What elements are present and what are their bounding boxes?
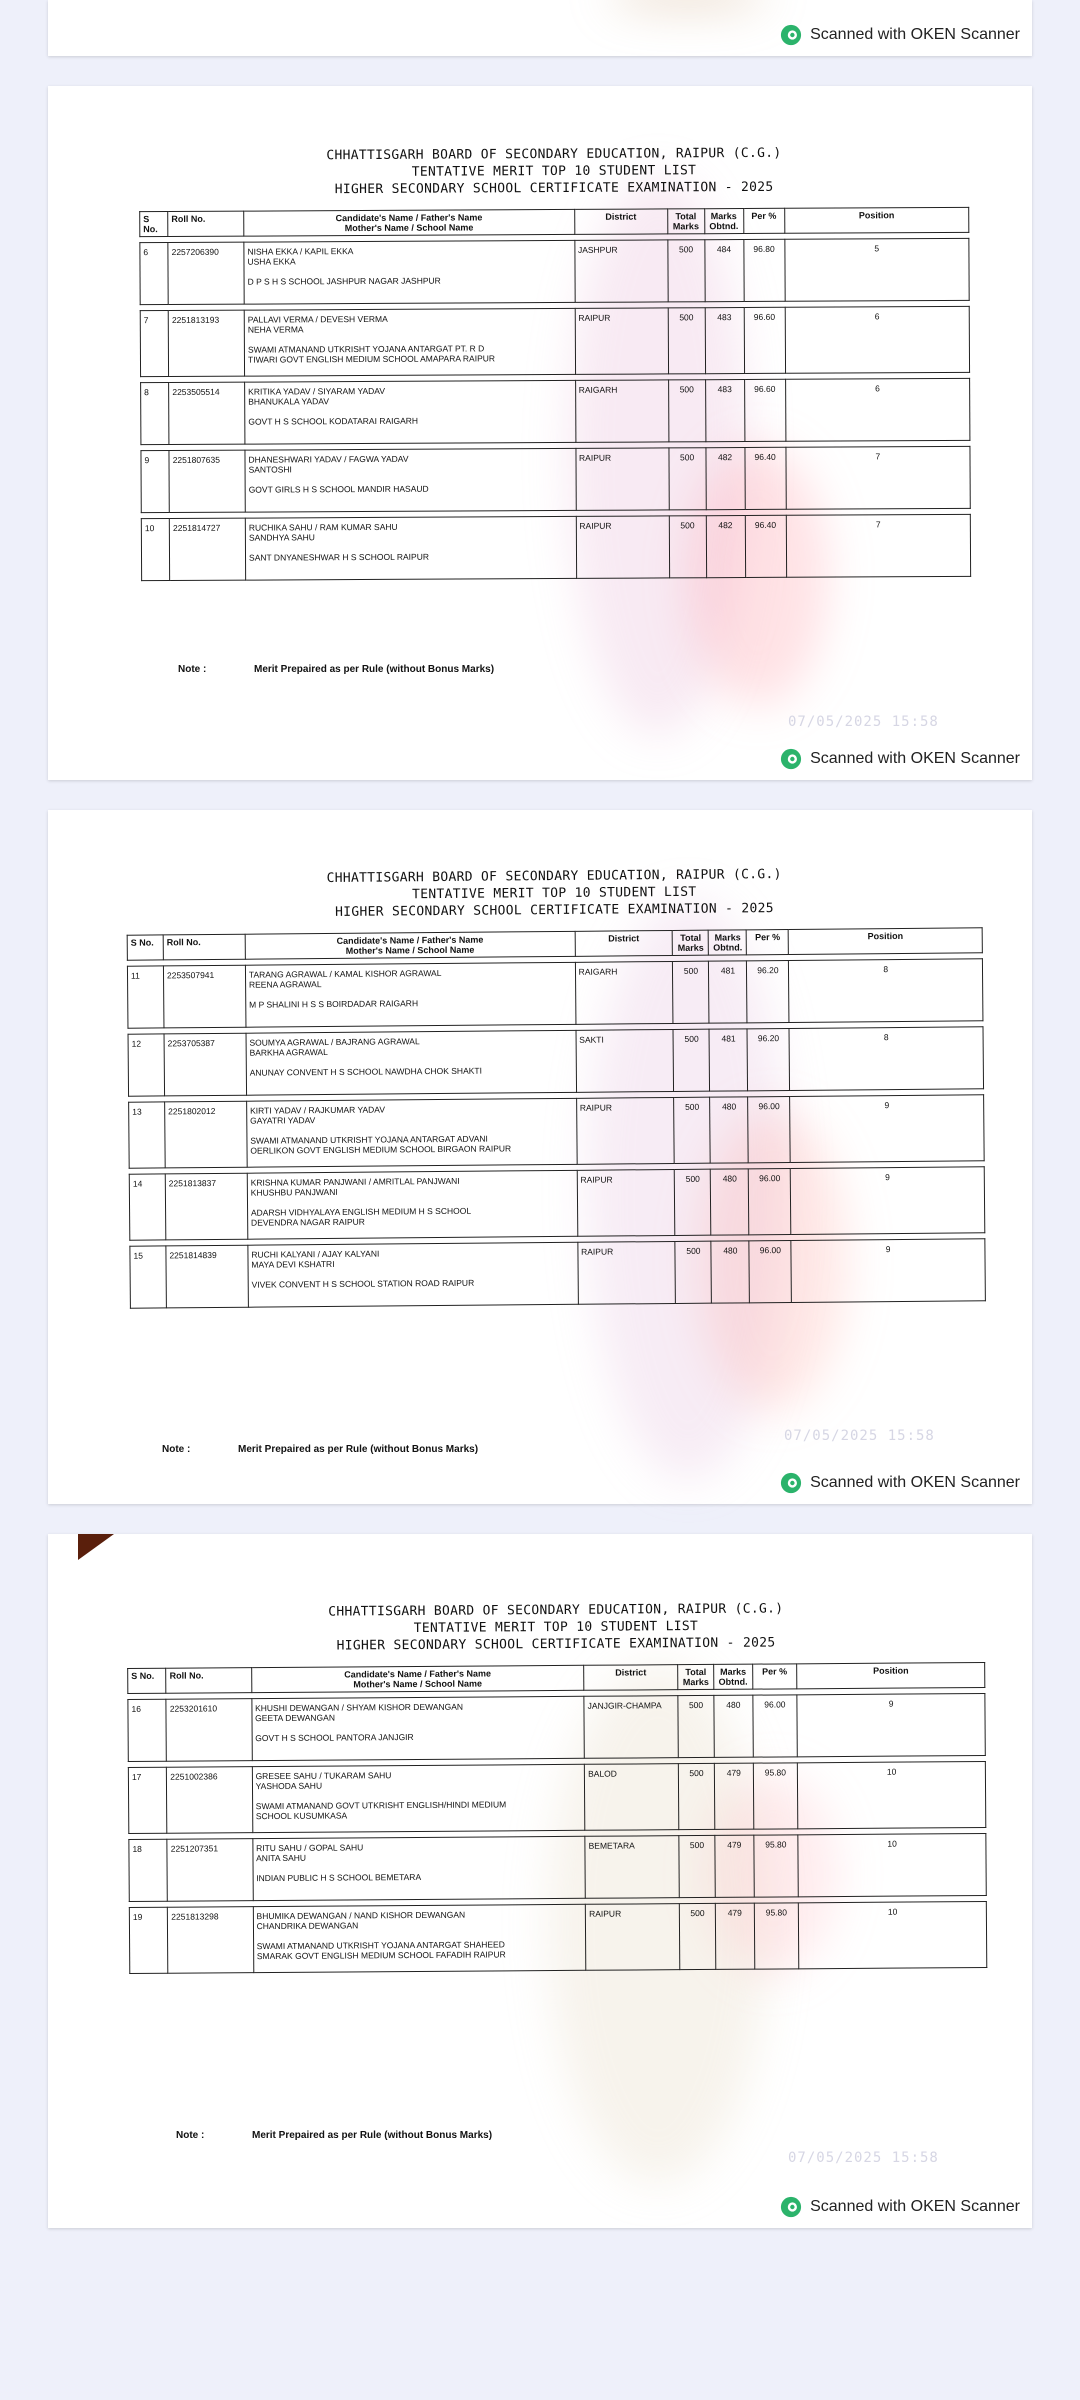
list-title: TENTATIVE MERIT TOP 10 STUDENT LIST xyxy=(411,163,697,180)
percent-cell: 96.20 xyxy=(747,1028,789,1090)
col-candidate: Candidate's Name / Father's Name Mother's Name / School Name xyxy=(251,1665,584,1692)
total-marks-cell: 500 xyxy=(669,516,706,578)
candidate-cell xyxy=(245,380,576,444)
table-row xyxy=(128,1762,985,1834)
percent-cell: 96.60 xyxy=(744,307,786,373)
table-row xyxy=(129,1167,985,1240)
scanner-logo-icon xyxy=(780,24,802,46)
candidate-cell xyxy=(248,1242,578,1307)
roll-no-cell: 2257206390 xyxy=(168,242,244,304)
position-cell: 8 xyxy=(789,1027,983,1091)
district-cell: RAIPUR xyxy=(575,308,669,374)
marks-obtained-cell: 479 xyxy=(715,1763,754,1829)
table-body xyxy=(140,232,971,580)
mother-name: USHA EKKA xyxy=(247,256,296,267)
position-cell: 10 xyxy=(798,1834,986,1897)
sno-cell: 9 xyxy=(141,451,169,513)
col-total: Total Marks xyxy=(667,209,704,234)
sno-cell: 7 xyxy=(140,311,169,377)
percent-cell: 96.20 xyxy=(747,960,789,1022)
col-percent: Per % xyxy=(752,1664,797,1689)
district-cell: SAKTI xyxy=(576,1029,674,1092)
roll-no-cell: 2251813298 xyxy=(168,1907,254,1974)
district-cell: RAIPUR xyxy=(576,516,670,578)
exam-title: HIGHER SECONDARY SCHOOL CERTIFICATE EXAMINATION - 2025 xyxy=(334,901,774,920)
marks-obtained-cell: 483 xyxy=(705,308,744,374)
district-cell: RAIPUR xyxy=(586,1904,680,1971)
candidate-cell xyxy=(247,1170,577,1239)
table-row xyxy=(140,238,969,304)
candidate-father-name: RITU SAHU / GOPAL SAHU xyxy=(256,1842,364,1854)
candidate-father-name: KRITIKA YADAV / SIYARAM YADAV xyxy=(248,385,386,397)
position-cell: 9 xyxy=(797,1694,985,1757)
sno-cell: 13 xyxy=(129,1102,166,1168)
candidate-cell xyxy=(244,308,575,376)
percent-cell: 95.80 xyxy=(753,1835,798,1897)
candidate-father-name: RUCHIKA SAHU / RAM KUMAR SAHU xyxy=(248,521,398,533)
candidate-father-name: PALLAVI VERMA / DEVESH VERMA xyxy=(247,313,388,325)
marks-obtained-cell: 479 xyxy=(716,1903,755,1969)
school-name xyxy=(250,1065,573,1078)
merit-table xyxy=(139,207,971,581)
mother-name: BARKHA AGRAWAL xyxy=(249,1046,328,1058)
merit-document-2 xyxy=(126,864,986,1308)
school-line: SWAMI ATMANAND UTKRISHT YOJANA ANTARGAT ADVANI xyxy=(250,1133,488,1146)
sno-cell: 18 xyxy=(129,1839,168,1901)
school-line: D P S H S SCHOOL JASHPUR NAGAR JASHPUR xyxy=(247,275,441,287)
mother-name: MAYA DEVI KSHATRI xyxy=(251,1258,335,1270)
mother-name: GAYATRI YADAV xyxy=(250,1115,316,1126)
mother-name: ANITA SAHU xyxy=(256,1852,307,1864)
roll-no-cell: 2251802012 xyxy=(165,1101,247,1168)
school-name xyxy=(249,483,573,495)
school-line: OERLIKON GOVT ENGLISH MEDIUM SCHOOL BIRGAON RAIPUR xyxy=(250,1143,512,1156)
percent-cell: 96.00 xyxy=(749,1240,791,1302)
col-roll: Roll No. xyxy=(163,934,245,960)
table-row xyxy=(128,1027,984,1096)
candidate-father-name: KIRTI YADAV / RAJKUMAR YADAV xyxy=(250,1104,386,1116)
candidate-cell xyxy=(252,1836,585,1900)
date-stamp: 07/05/2025 15:58 xyxy=(788,2150,939,2166)
marks-obtained-cell: 480 xyxy=(711,1241,750,1303)
school-name xyxy=(249,551,573,563)
sno-cell: 6 xyxy=(140,243,168,305)
mother-name: CHANDRIKA DEWANGAN xyxy=(256,1920,359,1932)
school-line: SANT DNYANESHWAR H S SCHOOL RAIPUR xyxy=(249,551,430,563)
sno-cell: 19 xyxy=(129,1907,168,1973)
col-sno: S No. xyxy=(127,935,163,960)
marks-obtained-cell: 481 xyxy=(709,1029,748,1091)
roll-no-cell: 2253201610 xyxy=(166,1699,252,1762)
col-district: District xyxy=(584,1665,678,1691)
candidate-father-name: BHUMIKA DEWANGAN / NAND KISHOR DEWANGAN xyxy=(256,1909,466,1922)
merit-document-1 xyxy=(139,144,971,581)
percent-cell: 96.00 xyxy=(749,1168,792,1234)
candidate-father-name: KHUSHI DEWANGAN / SHYAM KISHOR DEWANGAN xyxy=(255,1701,464,1714)
scanner-label: Scanned with OKEN Scanner xyxy=(810,2198,1020,2215)
school-name xyxy=(248,343,572,365)
scan-page-2 xyxy=(48,810,1032,1504)
percent-cell: 96.80 xyxy=(743,239,784,301)
date-stamp: 07/05/2025 15:58 xyxy=(788,714,939,730)
school-name xyxy=(255,1731,581,1743)
mother-name: YASHODA SAHU xyxy=(255,1780,323,1792)
mother-name: REENA AGRAWAL xyxy=(248,979,322,990)
total-marks-cell: 500 xyxy=(679,1835,716,1897)
roll-no-cell: 2251813837 xyxy=(165,1173,247,1240)
mother-name: GEETA DEWANGAN xyxy=(255,1712,336,1724)
position-cell: 6 xyxy=(785,306,970,373)
col-total: Total Marks xyxy=(673,930,709,955)
candidate-father-name: TARANG AGRAWAL / KAMAL KISHOR AGRAWAL xyxy=(248,967,442,980)
mother-name: SANDHYA SAHU xyxy=(248,532,315,543)
col-position: Position xyxy=(797,1663,985,1689)
roll-no-cell: 2251814727 xyxy=(169,518,245,580)
school-line: SWAMI ATMANAND UTKRISHT YOJANA ANTARGAT SHAHEED xyxy=(256,1939,505,1952)
position-cell: 10 xyxy=(798,1762,986,1829)
total-marks-cell: 500 xyxy=(675,1241,712,1303)
candidate-cell xyxy=(253,1904,586,1972)
col-district: District xyxy=(575,930,673,956)
col-position: Position xyxy=(789,928,983,955)
scan-page-3 xyxy=(48,1534,1032,2228)
school-name xyxy=(249,997,572,1010)
candidate-cell xyxy=(244,240,575,304)
marks-obtained-cell: 484 xyxy=(704,240,743,302)
marks-obtained-cell: 483 xyxy=(705,380,744,442)
col-percent: Per % xyxy=(747,929,789,954)
school-name xyxy=(257,1939,583,1961)
table-row xyxy=(141,446,970,512)
table-body xyxy=(127,953,985,1308)
table-row xyxy=(141,378,970,444)
percent-cell: 96.60 xyxy=(744,379,785,441)
roll-no-cell: 2251814839 xyxy=(166,1245,248,1308)
merit-document-3 xyxy=(127,1599,988,1974)
school-line: GOVT H S SCHOOL PANTORA JANJGIR xyxy=(255,1731,414,1744)
list-title: TENTATIVE MERIT TOP 10 STUDENT LIST xyxy=(412,884,697,903)
sno-cell: 10 xyxy=(141,519,169,581)
candidate-cell xyxy=(245,516,576,580)
col-roll: Roll No. xyxy=(166,1668,251,1694)
school-line: SCHOOL KUSUMKASA xyxy=(255,1810,348,1822)
district-cell: RAIPUR xyxy=(578,1241,676,1304)
col-sno: S No. xyxy=(140,212,168,237)
scanner-logo-icon xyxy=(780,2196,802,2218)
roll-no-cell: 2253507941 xyxy=(163,965,245,1028)
total-marks-cell: 500 xyxy=(673,1029,710,1091)
school-line: TIWARI GOVT ENGLISH MEDIUM SCHOOL AMAPARA RAIPUR xyxy=(247,353,496,365)
position-cell: 9 xyxy=(791,1167,985,1235)
position-cell: 9 xyxy=(791,1239,985,1303)
candidate-cell xyxy=(245,448,576,512)
candidate-cell xyxy=(252,1764,585,1832)
school-name xyxy=(256,1799,582,1821)
position-cell: 6 xyxy=(785,378,970,441)
marks-obtained-cell: 481 xyxy=(709,961,748,1023)
roll-no-cell: 2251807635 xyxy=(169,450,245,512)
sno-cell: 16 xyxy=(128,1699,167,1761)
sno-cell: 14 xyxy=(129,1174,166,1240)
candidate-cell xyxy=(246,1098,576,1167)
candidate-cell xyxy=(246,1030,576,1095)
marks-obtained-cell: 480 xyxy=(714,1695,753,1757)
position-cell: 10 xyxy=(799,1902,987,1969)
col-percent: Per % xyxy=(743,208,784,233)
position-cell: 5 xyxy=(785,238,970,301)
mother-name: BHANUKALA YADAV xyxy=(248,396,330,407)
school-line: DEVENDRA NAGAR RAIPUR xyxy=(250,1216,365,1228)
district-cell: JANJGIR-CHAMPA xyxy=(584,1696,678,1759)
table-row xyxy=(129,1834,986,1902)
table-row xyxy=(141,514,970,580)
table-row xyxy=(130,1239,986,1308)
total-marks-cell: 500 xyxy=(674,1097,711,1163)
marks-obtained-cell: 482 xyxy=(706,448,745,510)
exam-title: HIGHER SECONDARY SCHOOL CERTIFICATE EXAMINATION - 2025 xyxy=(336,1635,776,1654)
table-body xyxy=(128,1688,987,1974)
scanner-footer xyxy=(780,24,1020,46)
candidate-cell xyxy=(245,962,575,1027)
school-name xyxy=(252,1277,575,1290)
total-marks-cell: 500 xyxy=(678,1695,715,1757)
candidate-father-name: DHANESHWARI YADAV / FAGWA YADAV xyxy=(248,453,409,465)
note: Note : Merit Prepaired as per Rule (without Bonus Marks) xyxy=(162,1444,479,1455)
school-name xyxy=(256,1871,582,1883)
table-row xyxy=(127,959,983,1028)
school-line: ANUNAY CONVENT H S SCHOOL NAWDHA CHOK SHAKTI xyxy=(249,1065,482,1078)
roll-no-cell: 2251002386 xyxy=(167,1767,253,1834)
school-name xyxy=(250,1133,573,1156)
school-line: SWAMI ATMANAND UTKRISHT YOJANA ANTARGAT PT. R D xyxy=(247,343,485,355)
position-cell: 9 xyxy=(790,1095,984,1163)
school-name xyxy=(248,415,572,427)
district-cell: RAIPUR xyxy=(577,1169,675,1236)
col-candidate: Candidate's Name / Father's Name Mother's Name / School Name xyxy=(245,931,575,959)
percent-cell: 96.00 xyxy=(752,1695,797,1757)
candidate-cell xyxy=(252,1696,585,1760)
scan-page-0 xyxy=(48,0,1032,56)
school-name xyxy=(251,1205,574,1228)
candidate-father-name: SOUMYA AGRAWAL / BAJRANG AGRAWAL xyxy=(249,1036,420,1048)
col-total: Total Marks xyxy=(678,1664,714,1689)
mother-name: NEHA VERMA xyxy=(247,324,304,335)
marks-obtained-cell: 482 xyxy=(706,516,745,578)
district-cell: RAIPUR xyxy=(575,448,669,510)
district-cell: RAIGARH xyxy=(575,380,669,442)
date-stamp: 07/05/2025 15:58 xyxy=(784,1428,935,1444)
col-sno: S No. xyxy=(128,1668,167,1693)
percent-cell: 96.00 xyxy=(748,1096,791,1162)
candidate-father-name: KRISHNA KUMAR PANJWANI / AMRITLAL PANJWANI xyxy=(250,1175,460,1188)
school-line: SMARAK GOVT ENGLISH MEDIUM SCHOOL FAFADIH RAIPUR xyxy=(256,1949,506,1962)
district-cell: RAIPUR xyxy=(576,1097,674,1164)
school-line: GOVT GIRLS H S SCHOOL MANDIR HASAUD xyxy=(248,483,429,495)
school-line: GOVT H S SCHOOL KODATARAI RAIGARH xyxy=(248,415,419,427)
document-header xyxy=(126,864,982,922)
table-row xyxy=(129,1095,985,1168)
note: Note : Merit Prepaired as per Rule (without Bonus Marks) xyxy=(176,2130,493,2141)
candidate-father-name: GRESEE SAHU / TUKARAM SAHU xyxy=(255,1770,392,1782)
document-header xyxy=(127,1599,985,1656)
col-obtained: Marks Obtnd. xyxy=(714,1664,753,1689)
total-marks-cell: 500 xyxy=(669,448,706,510)
total-marks-cell: 500 xyxy=(679,1903,716,1969)
scanner-label: Scanned with OKEN Scanner xyxy=(810,26,1020,43)
table-row xyxy=(129,1902,986,1974)
percent-cell: 95.80 xyxy=(754,1903,799,1969)
roll-no-cell: 2251813193 xyxy=(168,310,244,376)
total-marks-cell: 500 xyxy=(678,1763,715,1829)
total-marks-cell: 500 xyxy=(675,1169,712,1235)
mother-name: KHUSHBU PANJWANI xyxy=(250,1186,338,1198)
board-title: CHHATTISGARH BOARD OF SECONDARY EDUCATION, RAIPUR (C.G.) xyxy=(328,1601,784,1620)
school-line: INDIAN PUBLIC H S SCHOOL BEMETARA xyxy=(256,1871,422,1884)
candidate-father-name: NISHA EKKA / KAPIL EKKA xyxy=(247,246,354,257)
merit-table xyxy=(127,927,986,1308)
table-row xyxy=(128,1694,985,1762)
marks-obtained-cell: 479 xyxy=(715,1835,754,1897)
total-marks-cell: 500 xyxy=(668,380,705,442)
scanner-footer xyxy=(780,1472,1020,1494)
scan-corner-artifact xyxy=(78,1534,114,1560)
sno-cell: 8 xyxy=(141,383,169,445)
position-cell: 7 xyxy=(786,446,971,509)
roll-no-cell: 2253505514 xyxy=(169,382,245,444)
roll-no-cell: 2251207351 xyxy=(167,1839,253,1902)
scanner-footer xyxy=(780,2196,1020,2218)
total-marks-cell: 500 xyxy=(668,308,705,374)
school-line: M P SHALINI H S S BOIRDADAR RAIGARH xyxy=(249,998,419,1010)
sno-cell: 15 xyxy=(130,1246,166,1308)
list-title: TENTATIVE MERIT TOP 10 STUDENT LIST xyxy=(413,1619,699,1636)
percent-cell: 95.80 xyxy=(753,1763,798,1829)
col-district: District xyxy=(574,209,667,234)
sno-cell: 11 xyxy=(127,966,163,1028)
percent-cell: 96.40 xyxy=(745,515,786,577)
percent-cell: 96.40 xyxy=(745,447,786,509)
scanner-logo-icon xyxy=(780,1472,802,1494)
position-cell: 7 xyxy=(786,514,971,577)
scanner-label: Scanned with OKEN Scanner xyxy=(810,750,1020,767)
school-line: ADARSH VIDHYALAYA ENGLISH MEDIUM H S SCHOOL xyxy=(250,1205,472,1218)
board-title: CHHATTISGARH BOARD OF SECONDARY EDUCATION, RAIPUR (C.G.) xyxy=(326,145,782,164)
marks-obtained-cell: 480 xyxy=(711,1169,750,1235)
board-title: CHHATTISGARH BOARD OF SECONDARY EDUCATION, RAIPUR (C.G.) xyxy=(326,867,782,886)
merit-table xyxy=(127,1662,987,1974)
roll-no-cell: 2253705387 xyxy=(164,1033,246,1096)
mother-name: SANTOSHI xyxy=(248,464,292,475)
col-candidate: Candidate's Name / Father's Name Mother's Name / School Name xyxy=(244,209,575,236)
district-cell: BEMETARA xyxy=(585,1836,679,1899)
total-marks-cell: 500 xyxy=(673,961,710,1023)
scanner-footer xyxy=(780,748,1020,770)
candidate-father-name: RUCHI KALYANI / AJAY KALYANI xyxy=(251,1248,380,1260)
district-cell: BALOD xyxy=(585,1764,679,1831)
position-cell: 8 xyxy=(789,959,983,1023)
sno-cell: 17 xyxy=(128,1767,167,1833)
document-header xyxy=(139,144,969,199)
district-cell: JASHPUR xyxy=(574,240,668,302)
table-row xyxy=(140,306,969,376)
col-obtained: Marks Obtnd. xyxy=(704,209,743,234)
school-line: VIVEK CONVENT H S SCHOOL STATION ROAD RAIPUR xyxy=(251,1277,475,1290)
col-obtained: Marks Obtnd. xyxy=(709,930,747,955)
scan-page-1 xyxy=(48,86,1032,780)
school-line: SWAMI ATMANAND GOVT UTKRISHT ENGLISH/HINDI MEDIUM xyxy=(255,1799,507,1812)
note: Note : Merit Prepaired as per Rule (without Bonus Marks) xyxy=(178,664,495,675)
col-roll: Roll No. xyxy=(168,211,244,236)
scanner-label: Scanned with OKEN Scanner xyxy=(810,1474,1020,1491)
exam-title: HIGHER SECONDARY SCHOOL CERTIFICATE EXAMINATION - 2025 xyxy=(334,179,774,198)
sno-cell: 12 xyxy=(128,1034,164,1096)
col-position: Position xyxy=(784,207,968,233)
total-marks-cell: 500 xyxy=(668,240,705,302)
marks-obtained-cell: 480 xyxy=(710,1097,749,1163)
scanner-logo-icon xyxy=(780,748,802,770)
school-name xyxy=(248,275,572,287)
district-cell: RAIGARH xyxy=(575,961,673,1024)
